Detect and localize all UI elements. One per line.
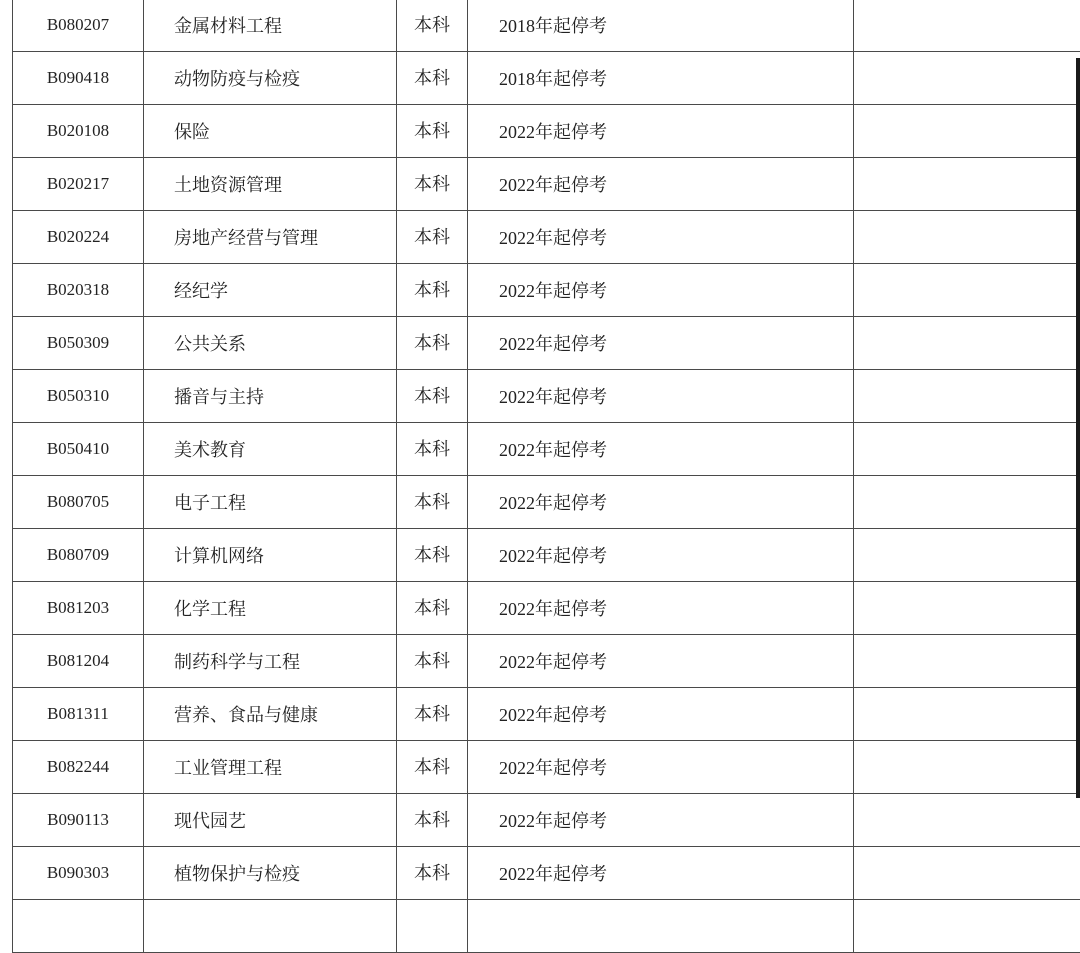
education-level-cell [397,794,468,847]
education-level-cell [397,900,468,953]
exam-status-cell: 2022年起停考 [468,741,854,794]
majors-table [12,0,1080,953]
education-level-cell [397,52,468,105]
major-code-cell: B020217 [13,158,144,211]
table-row [13,900,1080,953]
education-level-text: 本科 [414,384,450,409]
exam-status-cell: 2022年起停考 [468,105,854,158]
majors-table-body [13,0,1080,953]
vertical-scrollbar[interactable] [1076,58,1080,798]
major-name-cell: 计算机网络 [144,529,397,582]
remarks-cell [854,423,1080,476]
education-level-cell [397,0,468,52]
major-code-cell: B090418 [13,52,144,105]
table-row [13,211,1080,264]
education-level-text: 本科 [414,66,450,91]
exam-status-cell: 2022年起停考 [468,529,854,582]
major-code-cell: B080709 [13,529,144,582]
exam-status-cell: 2022年起停考 [468,476,854,529]
education-level-cell [397,264,468,317]
education-level-text: 本科 [414,225,450,250]
remarks-cell [854,52,1080,105]
education-level-text: 本科 [414,543,450,568]
remarks-cell [854,264,1080,317]
exam-status-cell: 2022年起停考 [468,794,854,847]
major-name-cell: 播音与主持 [144,370,397,423]
major-code-cell: B081311 [13,688,144,741]
major-name-cell: 植物保护与检疫 [144,847,397,900]
table-row [13,370,1080,423]
remarks-cell [854,688,1080,741]
remarks-cell [854,105,1080,158]
table-row [13,635,1080,688]
table-row [13,688,1080,741]
table-row [13,423,1080,476]
education-level-text: 本科 [414,172,450,197]
education-level-text: 本科 [414,596,450,621]
remarks-cell [854,0,1080,52]
remarks-cell [854,476,1080,529]
exam-status-cell: 2022年起停考 [468,635,854,688]
education-level-cell [397,211,468,264]
remarks-cell [854,529,1080,582]
table-row [13,582,1080,635]
remarks-cell [854,900,1080,953]
major-name-cell: 工业管理工程 [144,741,397,794]
major-code-cell: B080207 [13,0,144,52]
exam-status-cell: 2022年起停考 [468,847,854,900]
major-name-cell: 现代园艺 [144,794,397,847]
major-name-cell: 保险 [144,105,397,158]
major-name-cell: 动物防疫与检疫 [144,52,397,105]
table-row [13,529,1080,582]
major-code-cell: B081203 [13,582,144,635]
major-code-cell: B020224 [13,211,144,264]
major-code-cell: B080705 [13,476,144,529]
table-row [13,847,1080,900]
education-level-cell [397,582,468,635]
education-level-text: 本科 [414,861,450,886]
education-level-cell [397,741,468,794]
table-row [13,317,1080,370]
major-name-cell: 经纪学 [144,264,397,317]
major-code-cell: B081204 [13,635,144,688]
education-level-text: 本科 [414,755,450,780]
major-name-cell: 营养、食品与健康 [144,688,397,741]
remarks-cell [854,741,1080,794]
remarks-cell [854,158,1080,211]
major-code-cell [13,900,144,953]
education-level-cell [397,688,468,741]
remarks-cell [854,635,1080,688]
exam-status-cell: 2022年起停考 [468,317,854,370]
remarks-cell [854,582,1080,635]
major-name-cell: 金属材料工程 [144,0,397,52]
major-name-cell: 美术教育 [144,423,397,476]
table-row [13,52,1080,105]
major-code-cell: B050310 [13,370,144,423]
remarks-cell [854,847,1080,900]
exam-status-cell: 2022年起停考 [468,688,854,741]
remarks-cell [854,794,1080,847]
education-level-cell [397,529,468,582]
education-level-cell [397,635,468,688]
major-code-cell: B082244 [13,741,144,794]
table-row [13,741,1080,794]
exam-status-cell: 2022年起停考 [468,211,854,264]
exam-status-cell: 2022年起停考 [468,423,854,476]
table-row [13,476,1080,529]
education-level-text: 本科 [414,331,450,356]
education-level-cell [397,105,468,158]
major-name-cell: 土地资源管理 [144,158,397,211]
education-level-text: 本科 [414,702,450,727]
major-code-cell: B090113 [13,794,144,847]
major-name-cell: 公共关系 [144,317,397,370]
remarks-cell [854,370,1080,423]
major-code-cell: B090303 [13,847,144,900]
exam-status-cell: 2022年起停考 [468,264,854,317]
major-name-cell: 电子工程 [144,476,397,529]
major-name-cell: 制药科学与工程 [144,635,397,688]
education-level-text: 本科 [414,649,450,674]
table-row [13,158,1080,211]
major-name-cell: 化学工程 [144,582,397,635]
education-level-cell [397,476,468,529]
education-level-cell [397,423,468,476]
major-code-cell: B050309 [13,317,144,370]
table-row [13,0,1080,52]
table-row [13,105,1080,158]
education-level-cell [397,158,468,211]
education-level-text: 本科 [414,808,450,833]
education-level-text: 本科 [414,13,450,38]
major-code-cell: B020318 [13,264,144,317]
education-level-text: 本科 [414,490,450,515]
major-name-cell: 房地产经营与管理 [144,211,397,264]
remarks-cell [854,211,1080,264]
table-row [13,794,1080,847]
major-name-cell [144,900,397,953]
remarks-cell [854,317,1080,370]
table-row [13,264,1080,317]
education-level-text: 本科 [414,437,450,462]
education-level-text: 本科 [414,278,450,303]
exam-status-cell: 2022年起停考 [468,158,854,211]
exam-status-cell: 2018年起停考 [468,52,854,105]
education-level-cell [397,847,468,900]
education-level-cell [397,370,468,423]
exam-status-cell [468,900,854,953]
major-code-cell: B020108 [13,105,144,158]
education-level-cell [397,317,468,370]
exam-status-cell: 2018年起停考 [468,0,854,52]
exam-status-cell: 2022年起停考 [468,582,854,635]
education-level-text: 本科 [414,119,450,144]
majors-table-container [12,0,1067,953]
exam-status-cell: 2022年起停考 [468,370,854,423]
major-code-cell: B050410 [13,423,144,476]
